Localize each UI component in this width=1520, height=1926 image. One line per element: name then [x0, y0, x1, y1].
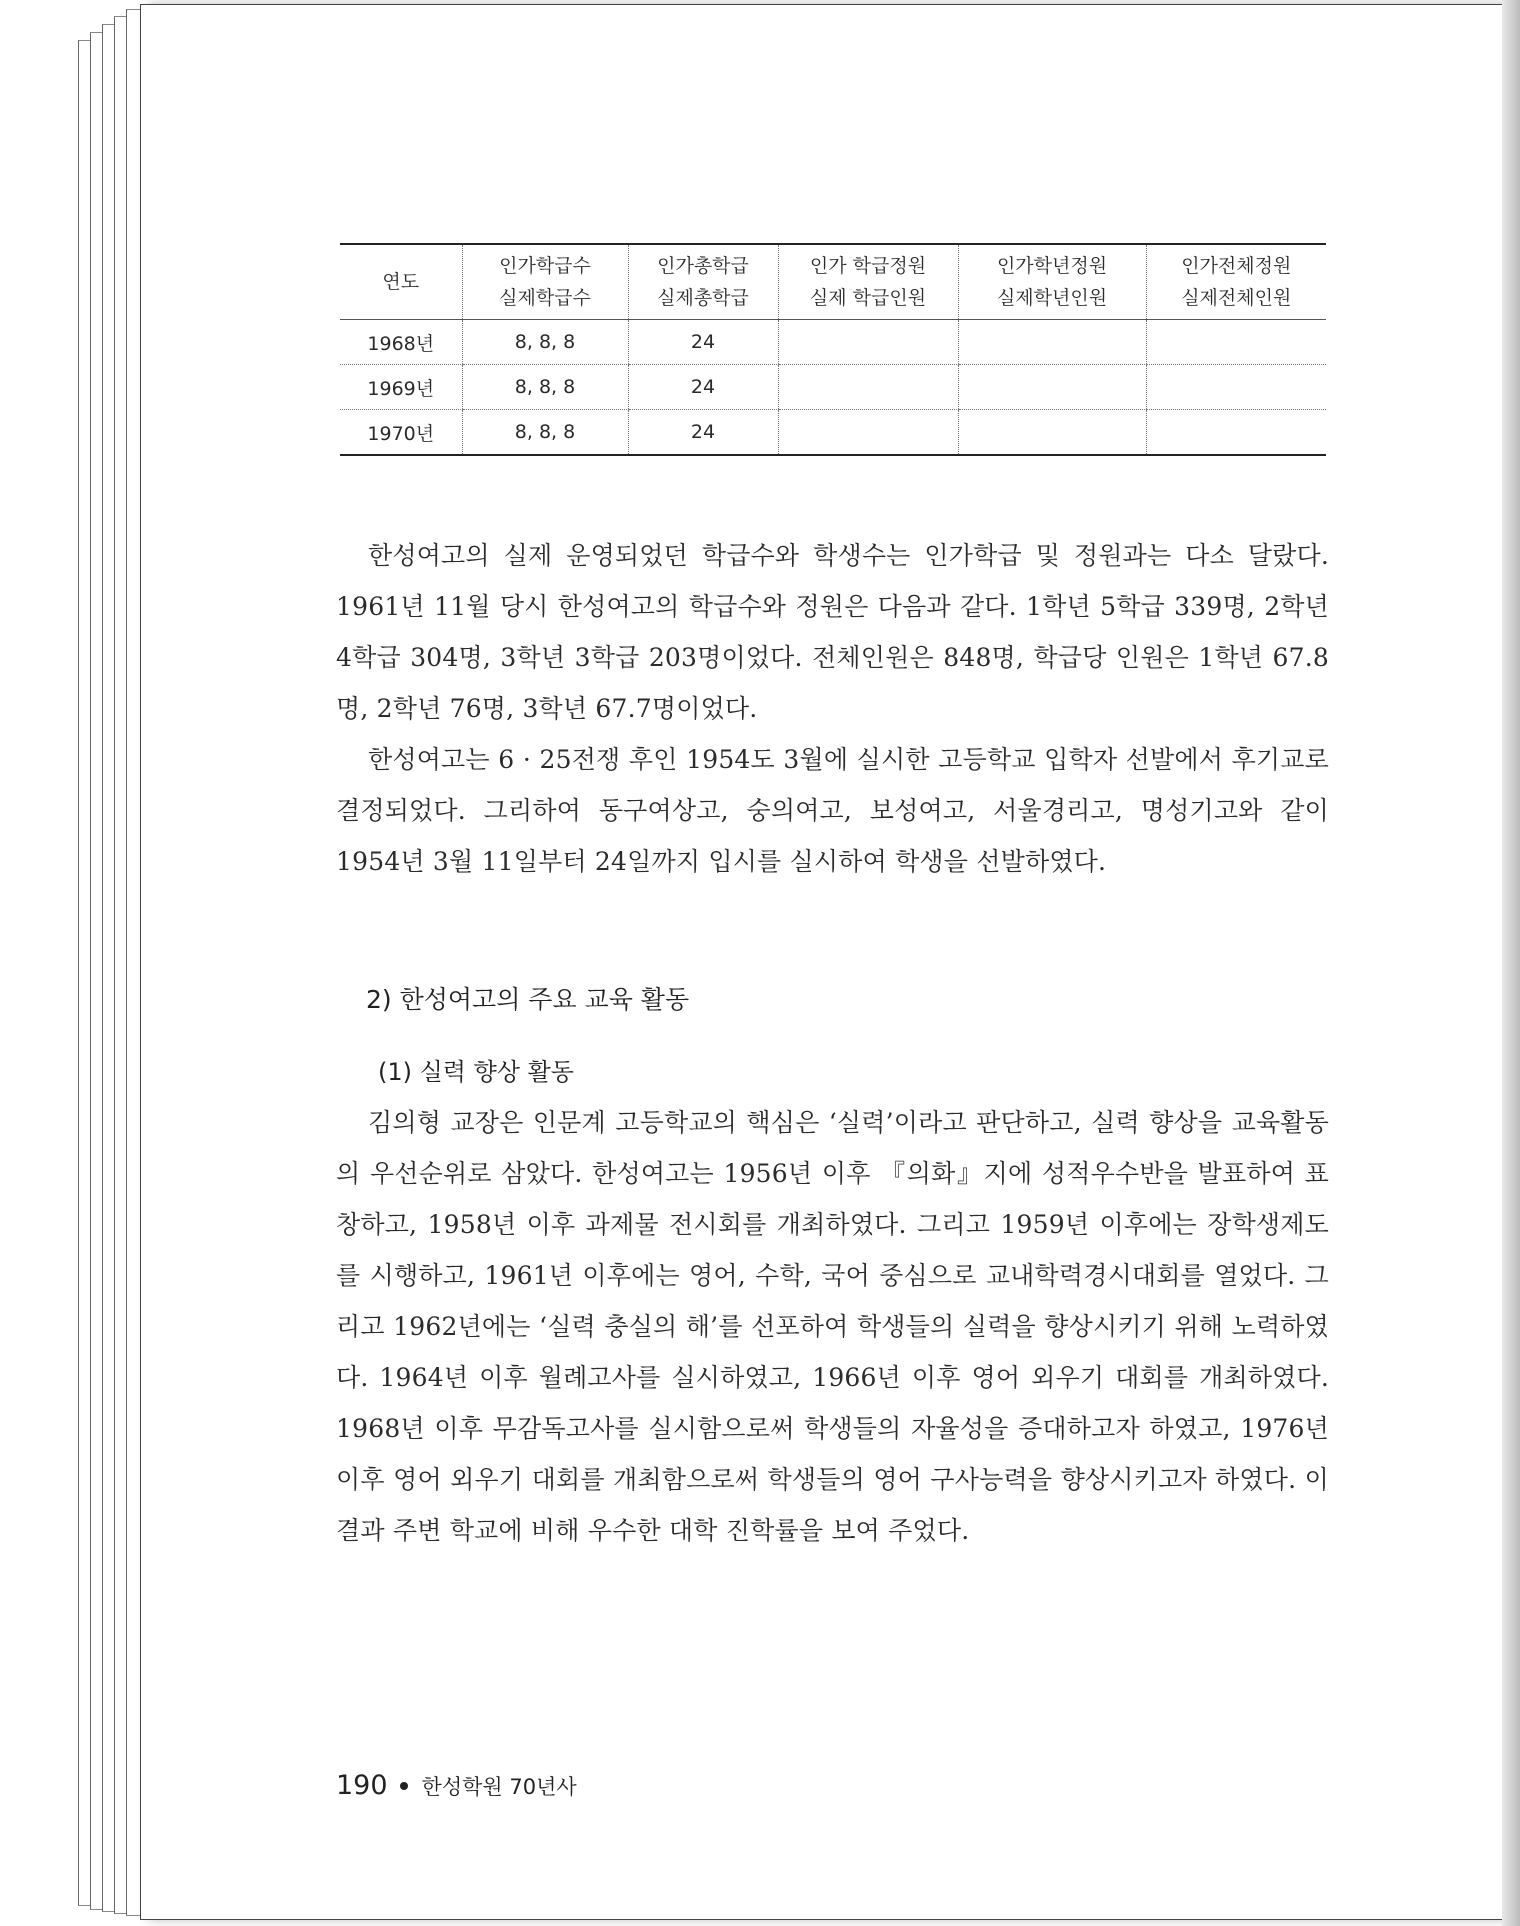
section-heading: 2) 한성여고의 주요 교육 활동 — [366, 985, 690, 1014]
header-grade-capacity: 인가학년정원 실제학년인원 — [958, 244, 1146, 320]
table-cell: 24 — [628, 365, 778, 410]
table-cell: 1969년 — [340, 365, 462, 410]
book-title: 한성학원 70년사 — [421, 1774, 577, 1799]
table-cell — [778, 410, 958, 456]
header-total-classes: 인가총학급 실제총학급 — [628, 244, 778, 320]
table-row — [340, 410, 1326, 456]
body-text-block — [336, 530, 1329, 887]
class-count-table — [340, 243, 1326, 456]
paragraph: 한성여고의 실제 운영되었던 학급수와 학생수는 인가학급 및 정원과는 다소 달랐다. 1961년 11월 당시 한성여고의 학급수와 정원은 다음과 같다. 1학년 5학급 339명, 2학년 4학급 304명, 3학년 3학급 203명이었다. 전체인원은 848명, 학급당 인원은 1학년 67.8명, 2학년 76명, 3학년 67.7명이었다. — [336, 541, 1329, 723]
table-cell — [1146, 365, 1326, 410]
table-cell: 8, 8, 8 — [462, 410, 628, 456]
table-row — [340, 320, 1326, 365]
paragraph: 김의형 교장은 인문계 고등학교의 핵심은 ‘실력’이라고 판단하고, 실력 향상을 교육활동의 우선순위로 삼았다. 한성여고는 1956년 이후 『의화』지에 성적우수반을 발표하여 표창하고, 1958년 이후 과제물 전시회를 개최하였다. 그리고 1959년 이후에는 장학생제도를 시행하고, 1961년 이후에는 영어, 수학, 국어 중심으로 교내학력경시대회를 열었다. 그리고 1962년에는 ‘실력 충실의 해’를 선포하여 학생들의 실력을 향상시키기 위해 노력하였다. 1964년 이후 월례고사를 실시하였고, 1966년 이후 영어 외우기 대회를 개최하였다. 1968년 이후 무감독고사를 실시함으로써 학생들의 자율성을 증대하고자 하였고, 1976년 이후 영어 외우기 대회를 개최함으로써 학생들의 영어 구사능력을 향상시키고자 하였다. 이 결과 주변 학교에 비해 우수한 대학 진학률을 보여 주었다. — [336, 1108, 1329, 1545]
page-number: 190 — [336, 1770, 388, 1801]
header-year: 연도 — [340, 244, 462, 320]
table-cell — [958, 320, 1146, 365]
table-cell — [1146, 320, 1326, 365]
table-cell: 24 — [628, 410, 778, 456]
table-cell — [958, 410, 1146, 456]
table-row — [340, 365, 1326, 410]
page-footer — [336, 1770, 577, 1801]
table-cell — [778, 320, 958, 365]
table-header-row — [340, 244, 1326, 320]
table-cell: 8, 8, 8 — [462, 365, 628, 410]
table-cell — [958, 365, 1146, 410]
table-cell: 8, 8, 8 — [462, 320, 628, 365]
paragraph: 한성여고는 6 · 25전쟁 후인 1954도 3월에 실시한 고등학교 입학자 선발에서 후기교로 결정되었다. 그리하여 동구여상고, 숭의여고, 보성여고, 서울경리고, 명성기고와 같이 1954년 3월 11일부터 24일까지 입시를 실시하여 학생을 선발하였다. — [336, 745, 1329, 876]
header-total-capacity: 인가전체정원 실제전체인원 — [1146, 244, 1326, 320]
table-cell: 24 — [628, 320, 778, 365]
bullet-dot-icon — [400, 1782, 408, 1790]
header-class-count: 인가학급수 실제학급수 — [462, 244, 628, 320]
header-class-capacity: 인가 학급정원 실제 학급인원 — [778, 244, 958, 320]
table-cell — [1146, 410, 1326, 456]
table-cell: 1968년 — [340, 320, 462, 365]
table-cell — [778, 365, 958, 410]
page-shadow — [1502, 0, 1520, 1926]
table-cell: 1970년 — [340, 410, 462, 456]
body-text-block — [336, 1097, 1329, 1556]
sub-heading: (1) 실력 향상 활동 — [378, 1058, 574, 1086]
